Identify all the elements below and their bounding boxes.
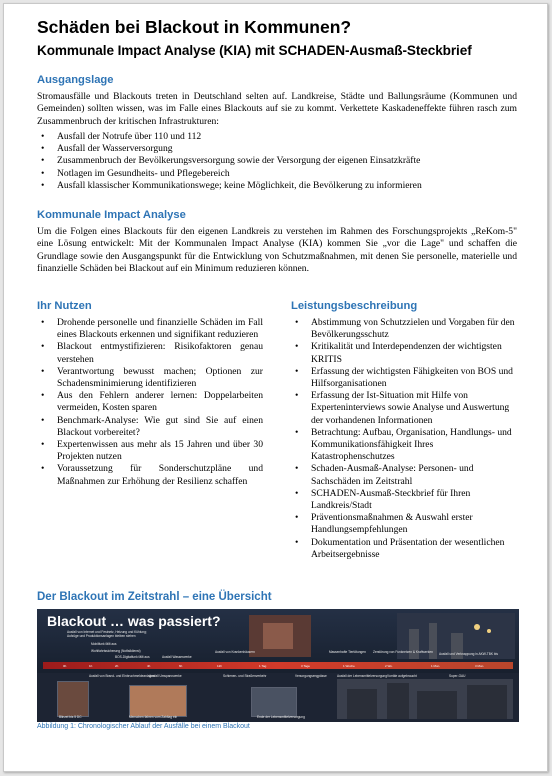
timeline-photo-caption: Blinzel bis 5 DC [59,715,82,719]
list-item: • Verantwortung bewusst machen; Optionen zur Schadensminimierung identifizieren [37,366,263,390]
list-item: • Drohende personelle und finanzielle Schäden im Fall eines Blackouts erkennen und signifikant reduzieren [37,317,263,341]
timeline-note: Ausfall Umspannwerke [149,674,182,678]
timeline-photo [57,681,89,717]
list-item: • Präventionsmaßnahmen & Auswahl erster Handlungsempfehlungen [291,512,519,536]
list-item: • Blackout entmystifizieren: Risikofaktoren genau verstehen [37,341,263,365]
list-item: • Ausfall der Notrufe über 110 und 112 [37,131,517,143]
timeline-photo-caption: Ende der Lebensmittelversorgung [257,715,305,719]
timeline-image [37,609,519,722]
leistung-list [291,317,519,561]
timeline-bar [43,662,513,669]
list-item: • Expertenwissen aus mehr als 15 Jahren und über 30 Projekten nutzen [37,439,263,463]
timeline-note: BOS-Digitalfunk fällt aus [115,655,150,659]
timeline-tick: 12h [217,664,223,668]
timeline-tick: 6h [179,664,183,668]
timeline-photo [251,687,297,717]
ausgangslage-paragraph: Stromausfälle und Blackouts treten in Deutschland selten auf. Landkreise, Städte und Ballungsräume (Kommunen und Gemeinden) sollten wissen, was im Falle eines Blackouts auf sie zu kommt. Verkettete Kaskadeneffekte führen rasch zum Zusammenbruch der kritischen Infrastrukturen: [37,91,517,127]
list-item: • Ausfall klassischer Kommunikationswege; keine Möglichkeit, die Bevölkerung zu informieren [37,180,517,192]
timeline-tick: 0h [63,664,67,668]
heading-leistung: Leistungsbeschreibung [291,300,418,312]
timeline-note: Wohlfahrtssicherung (Notfalldienst) [91,649,141,653]
timeline-tick: 3 Tage [301,664,310,668]
page-title: Schäden bei Blackout in Kommunen? [37,17,352,37]
list-item: • Erfassung der Ist-Situation mit Hilfe von Experteninterviews sowie Analyse und Auswertung der vorhandenen Informationen [291,390,519,427]
timeline-tick: 1 Mon. [431,664,441,668]
heading-ausgangslage: Ausgangslage [37,74,114,86]
timeline-note: Super-GAU [449,674,466,678]
list-item: • Schaden-Ausmaß-Analyse: Personen- und Sachschäden im Zeitstrahl [291,463,519,487]
list-item: • Kritikalität und Interdependenzen der wichtigsten KRITIS [291,341,519,365]
timeline-note: Vorräte aufgebraucht [387,674,417,678]
timeline-note: Ausfall der Lebensmittelversorgung [337,674,387,678]
timeline-note: Schienen- und Straßenverkehr [223,674,267,678]
timeline-note: Aufzüge und Produktionsanlagen bleiben stehen [67,634,136,638]
timeline-tick: 1h [89,664,93,668]
figure-caption: Abbildung 1: Chronologischer Ablauf der Ausfälle bei einem Blackout [37,723,250,730]
timeline-note: Ausfall Wasserwerke [162,655,192,659]
timeline-note: Mobilfunk fällt aus [91,642,117,646]
heading-timeline: Der Blackout im Zeitstrahl – eine Übersicht [37,591,272,603]
list-item: • Voraussetzung für Sonderschutzpläne und Maßnahmen zur Erhöhung der Resilienz schaffen [37,463,263,487]
timeline-note: Massenhafte Tiertötungen [329,650,366,654]
list-item: • Zusammenbruch der Bevölkerungsversorgung sowie der Versorgung der eigenen Einsatzkräfte [37,155,517,167]
page-subtitle: Kommunale Impact Analyse (KIA) mit SCHADEN-Ausmaß-Steckbrief [37,43,472,58]
list-item: • Erfassung der wichtigsten Fähigkeiten von BOS und Hilfsorganisationen [291,366,519,390]
list-item: • Ausfall der Wasserversorgung [37,143,517,155]
timeline-photo-caption: Menschen fahren vom Zahltag ein [129,715,178,719]
timeline-tick: 2 Wo. [385,664,393,668]
list-item: • Benchmark-Analyse: Wie gut sind Sie auf einen Blackout vorbereitet? [37,415,263,439]
timeline-note: Versorgungsengpässe [295,674,327,678]
list-item: • Notlagen im Gesundheits- und Pflegebereich [37,168,517,180]
ausgangslage-list [37,131,517,192]
timeline-tick: 3 Mon. [475,664,485,668]
kia-paragraph: Um die Folgen eines Blackouts für den eigenen Landkreis zu verstehen im Rahmen des Forschungsprojekts „ReKom-5" eine Lösung entwickelt: Mit der Kommunalen Impact Analyse (KIA) kommen Sie „vor die Lage" und schaffen die Grundlage sowie den Ausgangspunkt für die Entwicklung von Schutzmaßnahmen, mit denen Sie personelle, materielle und finanzielle Schäden bei Blackout auf ein Minimum reduzieren können. [37,226,517,275]
list-item: • Dokumentation und Präsentation der wesentlichen Arbeitsergebnisse [291,537,519,561]
timeline-tick: 4h [147,664,151,668]
timeline-tick: 1 Tag [259,664,267,668]
document-page [3,3,548,772]
list-item: • Betrachtung: Aufbau, Organisation, Handlungs- und Kommunikationsfähigkeit Ihres Katastrophenschutzes [291,427,519,464]
timeline-title: Blackout … was passiert? [47,613,221,629]
timeline-note: Ausfall und Verknappung in AKW-TBK bis [439,652,498,656]
timeline-note: Ausfall von Brand- und Einbruchmeldeanlagen [89,674,155,678]
timeline-tick: 2h [115,664,119,668]
timeline-tick: 1 Woche [343,664,355,668]
list-item: • SCHADEN-Ausmaß-Steckbrief für Ihren Landkreis/Stadt [291,488,519,512]
nutzen-list [37,317,263,488]
list-item: • Abstimmung von Schutzzielen und Vorgaben für den Bevölkerungsschutz [291,317,519,341]
timeline-note: Ausfall von Krankenhäusern [215,650,255,654]
timeline-note: Ausfall von Internet und Festnetz, Heizung und Kühlung; [67,630,147,634]
list-item: • Aus den Fehlern anderer lernen: Doppelarbeiten vermeiden, Kosten sparen [37,390,263,414]
timeline-photo [129,685,187,717]
heading-kia: Kommunale Impact Analyse [37,209,186,221]
heading-nutzen: Ihr Nutzen [37,300,92,312]
timeline-note: Zerstörung von Funknetzen & Kraftwerken [373,650,433,654]
